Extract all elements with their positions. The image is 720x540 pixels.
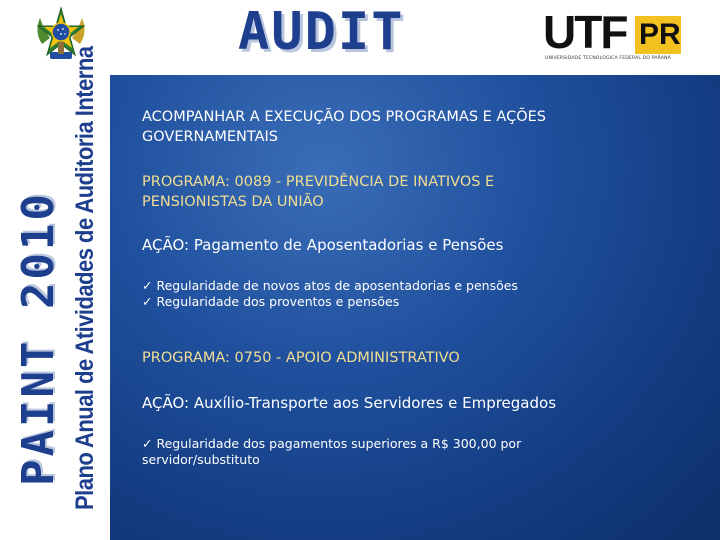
logo-text-pr: PR	[639, 18, 681, 51]
logo-subtitle: UNIVERSIDADE TECNOLÓGICA FEDERAL DO PARANÁ	[545, 56, 671, 61]
bullet-text: Regularidade de novos atos de aposentadorias e pensões	[156, 278, 518, 293]
bullet-item	[142, 294, 399, 310]
intro-line-1: ACOMPANHAR A EXECUÇÃO DOS PROGRAMAS E AÇÕES	[142, 109, 546, 125]
checkmark-icon: ✓	[142, 436, 153, 451]
plano-title: Plano Anual de Atividades de Auditoria Interna	[71, 46, 99, 510]
utfpr-logo	[543, 8, 693, 66]
logo-text-utf: UTF	[543, 6, 627, 58]
bullet-text: Regularidade dos proventos e pensões	[156, 294, 400, 309]
program1-line-2: PENSIONISTAS DA UNIÃO	[142, 194, 324, 210]
intro-line-2: GOVERNAMENTAIS	[142, 129, 278, 145]
bullet-continuation: servidor/substituto	[142, 452, 260, 467]
action1-heading: AÇÃO: Pagamento de Aposentadorias e Pensões	[142, 236, 504, 254]
audit-title: AUDIT	[238, 2, 405, 62]
bullet-item	[142, 436, 521, 452]
checkmark-icon: ✓	[142, 294, 153, 309]
paint-title: PAINT 2010	[13, 191, 64, 486]
action2-heading: AÇÃO: Auxílio-Transporte aos Servidores e Empregados	[142, 394, 557, 412]
bullet-item	[142, 278, 518, 294]
checkmark-icon: ✓	[142, 278, 153, 293]
program2-heading: PROGRAMA: 0750 - APOIO ADMINISTRATIVO	[142, 350, 460, 366]
bullet-text: Regularidade dos pagamentos superiores a R$ 300,00 por	[156, 436, 522, 451]
program1-line-1: PROGRAMA: 0089 - PREVIDÊNCIA DE INATIVOS E	[142, 174, 495, 190]
